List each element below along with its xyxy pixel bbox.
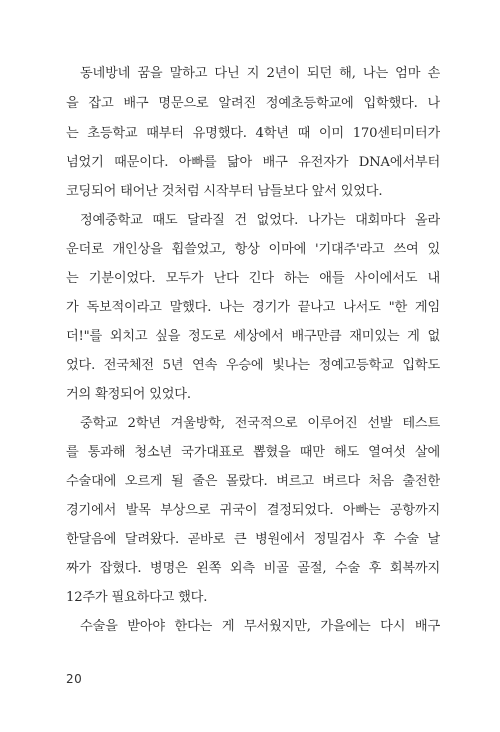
paragraph-1-line-3: 는 초등학교 때부터 유명했다. 4학년 때 이미 170센티미터가 bbox=[66, 126, 440, 141]
paragraph-1-line-4: 넘었기 때문이다. 아빠를 닮아 배구 유전자가 DNA에서부터 bbox=[66, 155, 440, 170]
paragraph-3-line-3: 수술대에 오르게 될 줄은 몰랐다. 벼르고 벼르다 처음 출전한 bbox=[66, 474, 440, 489]
paragraph-1-line-2: 을 잡고 배구 명문으로 알려진 정예초등학교에 입학했다. 나 bbox=[66, 96, 440, 111]
paragraph-3-line-6: 짜가 잡혔다. 병명은 왼쪽 외측 비골 골절, 수술 후 회복까지 bbox=[66, 561, 440, 576]
page-number: 20 bbox=[66, 672, 83, 686]
paragraph-2-line-6: 었다. 전국체전 5년 연속 우승에 빛나는 정예고등학교 입학도 bbox=[66, 358, 440, 373]
paragraph-2-line-4: 가 독보적이라고 말했다. 나는 경기가 끝나고 나서도 "한 게임 bbox=[66, 300, 440, 315]
paragraph-2-line-7: 거의 확정되어 있었다. bbox=[66, 387, 191, 402]
paragraph-4-line-1: 수술을 받아야 한다는 게 무서웠지만, 가을에는 다시 배구 bbox=[80, 619, 440, 634]
paragraph-2-line-1: 정예중학교 때도 달라질 건 없었다. 나가는 대회마다 올라 bbox=[80, 213, 440, 228]
paragraph-2-line-3: 는 기분이었다. 모두가 난다 긴다 하는 애들 사이에서도 내 bbox=[66, 271, 440, 286]
paragraph-3-line-1: 중학교 2학년 겨울방학, 전국적으로 이루어진 선발 테스트 bbox=[80, 416, 440, 431]
paragraph-2-line-2: 운더로 개인상을 휩쓸었고, 항상 이마에 '기대주'라고 쓰여 있 bbox=[66, 242, 440, 257]
paragraph-2-line-5: 더!"를 외치고 싶을 정도로 세상에서 배구만큼 재미있는 게 없 bbox=[66, 329, 440, 344]
paragraph-3-line-5: 한달음에 달려왔다. 곧바로 큰 병원에서 정밀검사 후 수술 날 bbox=[66, 532, 440, 547]
paragraph-3-line-4: 경기에서 발목 부상으로 귀국이 결정되었다. 아빠는 공항까지 bbox=[66, 503, 440, 518]
paragraph-1-line-1: 동네방네 꿈을 말하고 다닌 지 2년이 되던 해, 나는 엄마 손 bbox=[80, 66, 440, 81]
paragraph-3-line-2: 를 통과해 청소년 국가대표로 뽑혔을 때만 해도 열여섯 살에 bbox=[66, 445, 440, 460]
paragraph-1-line-5: 코딩되어 태어난 것처럼 시작부터 남들보다 앞서 있었다. bbox=[66, 184, 383, 199]
paragraph-3-line-7: 12주가 필요하다고 했다. bbox=[66, 590, 208, 605]
